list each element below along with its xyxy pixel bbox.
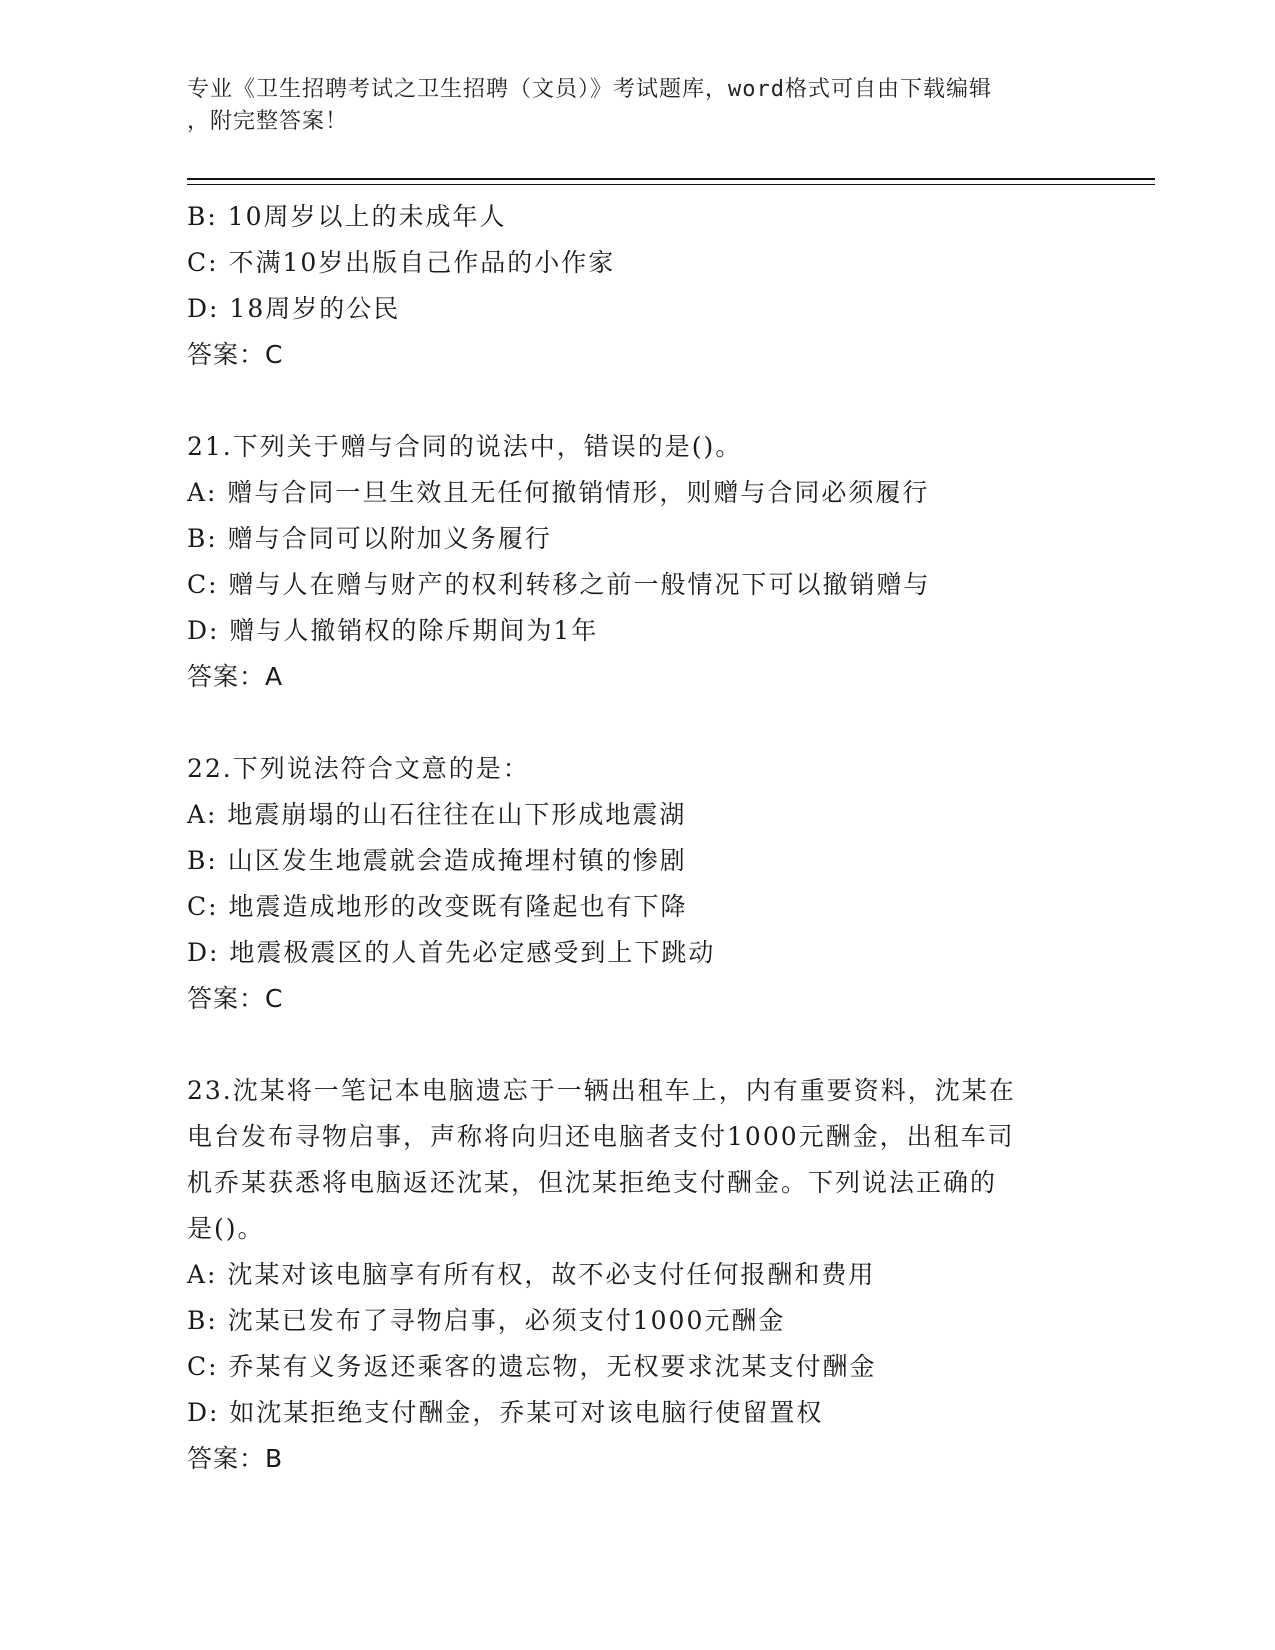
question-block-23	[187, 1068, 1087, 1482]
document-header	[187, 74, 1087, 138]
option-b: B: 山区发生地震就会造成掩埋村镇的惨剧	[187, 846, 687, 875]
header-divider-thin	[187, 184, 1155, 185]
option-d: D: 如沈某拒绝支付酬金，乔某可对该电脑行使留置权	[187, 1398, 824, 1427]
question-stem-line-2: 电台发布寻物启事，声称将向归还电脑者支付1000元酬金，出租车司	[187, 1122, 1015, 1151]
question-stem: 21.下列关于赠与合同的说法中，错误的是()。	[187, 432, 743, 461]
question-list	[187, 194, 1087, 1482]
option-d: D: 18周岁的公民	[187, 294, 401, 323]
answer-text: 答案：C	[187, 984, 284, 1013]
option-a: A: 地震崩塌的山石往往在山下形成地震湖	[187, 800, 687, 829]
question-block-21	[187, 424, 1087, 700]
option-b: B: 赠与合同可以附加义务履行	[187, 524, 552, 553]
question-stem-line-1: 23.沈某将一笔记本电脑遗忘于一辆出租车上，内有重要资料，沈某在	[187, 1076, 1016, 1105]
option-c: C: 地震造成地形的改变既有隆起也有下降	[187, 892, 688, 921]
option-c: C: 赠与人在赠与财产的权利转移之前一般情况下可以撤销赠与	[187, 570, 931, 599]
question-stem: 22.下列说法符合文意的是：	[187, 754, 530, 783]
option-a: A: 沈某对该电脑享有所有权，故不必支付任何报酬和费用	[187, 1260, 876, 1289]
header-divider	[187, 178, 1155, 180]
header-line-1: 专业《卫生招聘考试之卫生招聘（文员）》考试题库，word格式可自由下载编辑	[187, 77, 992, 102]
question-block-22	[187, 746, 1087, 1022]
option-a: A: 赠与合同一旦生效且无任何撤销情形，则赠与合同必须履行	[187, 478, 930, 507]
answer-text: 答案：C	[187, 340, 284, 369]
option-d: D: 赠与人撤销权的除斥期间为1年	[187, 616, 599, 645]
question-stem-line-3: 机乔某获悉将电脑返还沈某，但沈某拒绝支付酬金。下列说法正确的	[187, 1168, 998, 1197]
option-b: B: 沈某已发布了寻物启事，必须支付1000元酬金	[187, 1306, 786, 1335]
answer-text: 答案：B	[187, 1444, 284, 1473]
option-d: D: 地震极震区的人首先必定感受到上下跳动	[187, 938, 716, 967]
question-block-previous	[187, 194, 1087, 378]
header-line-2: ，附完整答案！	[187, 109, 349, 134]
question-stem-line-4: 是()。	[187, 1214, 265, 1243]
option-b: B: 10周岁以上的未成年人	[187, 202, 507, 231]
option-c: C: 不满10岁出版自己作品的小作家	[187, 248, 616, 277]
answer-text: 答案：A	[187, 662, 284, 691]
option-c: C: 乔某有义务返还乘客的遗忘物，无权要求沈某支付酬金	[187, 1352, 877, 1381]
